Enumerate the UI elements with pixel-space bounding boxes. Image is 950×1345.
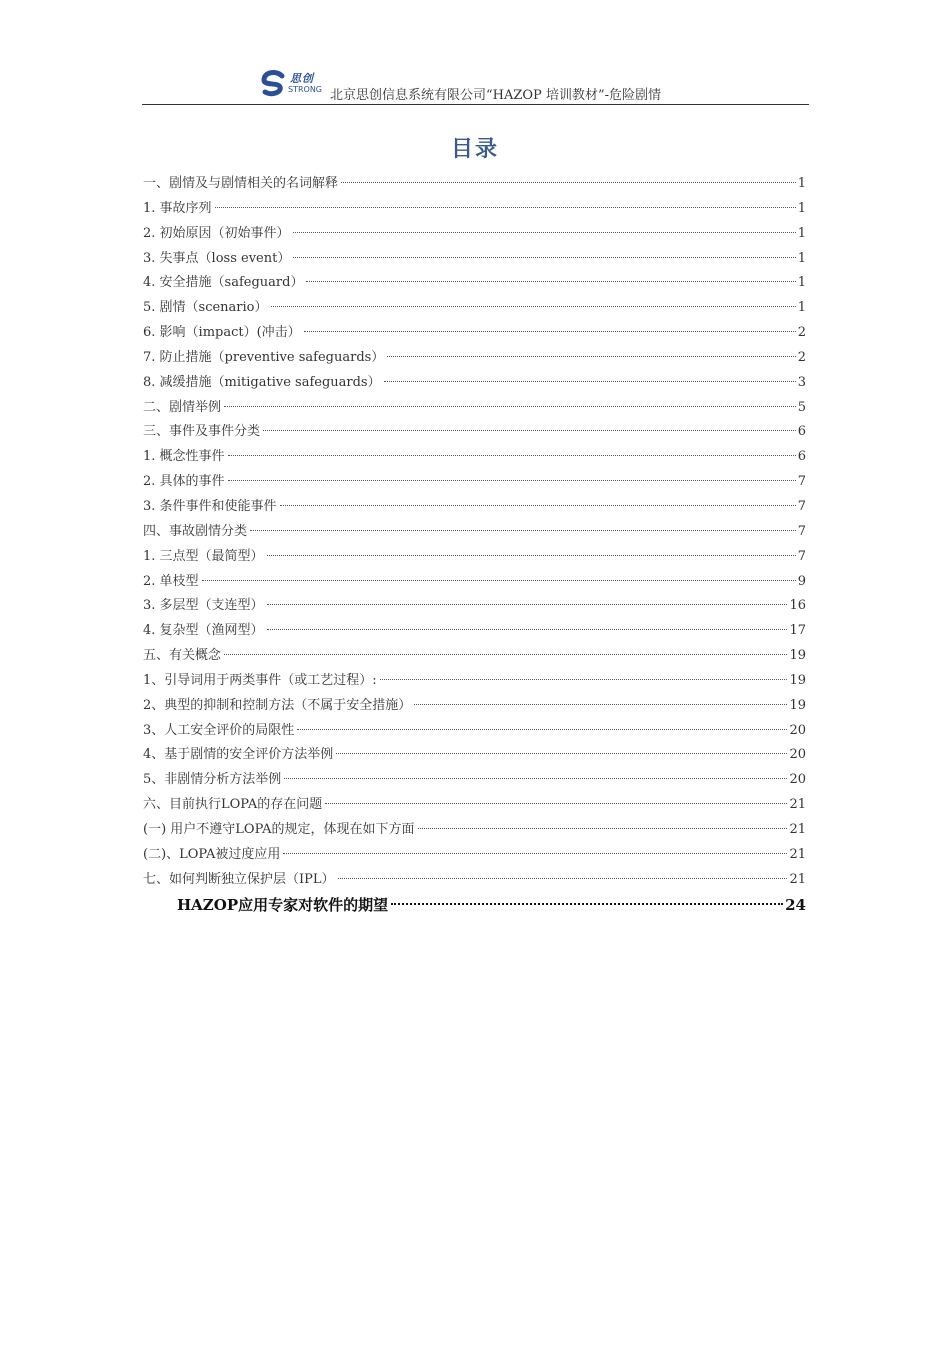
toc-dot-leader (224, 406, 796, 407)
toc-entry[interactable] (143, 868, 806, 893)
toc-entry-label: 3. 失事点（loss event） (143, 250, 291, 266)
toc-entry[interactable] (143, 495, 806, 520)
toc-entry-label: 6. 影响（impact）(冲击） (143, 325, 301, 341)
toc-entry-page: 7 (797, 498, 806, 514)
toc-dot-leader (418, 828, 788, 829)
toc-dot-leader (228, 480, 796, 481)
toc-entry-label: 四、事故剧情分类 (143, 523, 248, 539)
toc-entry-page: 7 (797, 523, 806, 539)
toc-entry[interactable] (143, 719, 806, 744)
toc-entry-page: 2 (797, 349, 806, 365)
toc-entry[interactable] (143, 396, 806, 421)
toc-dot-leader (283, 853, 787, 854)
toc-entry-label: 7. 防止措施（preventive safeguards） (143, 349, 385, 365)
toc-entry-page: 19 (789, 648, 806, 664)
toc-entry-label: 3. 多层型（支连型） (143, 598, 264, 614)
toc-dot-leader (271, 306, 796, 307)
toc-entry-page: 17 (789, 623, 806, 639)
toc-entry[interactable] (143, 793, 806, 818)
toc-entry-label: 一、剧情及与剧情相关的名词解释 (143, 176, 339, 191)
toc-entry[interactable] (143, 222, 806, 247)
toc-dot-leader (414, 704, 787, 705)
toc-entry-label: 五、有关概念 (143, 648, 222, 664)
toc-dot-leader (280, 505, 796, 506)
toc-entry-label: 二、剧情举例 (143, 399, 222, 415)
toc-entry[interactable] (143, 296, 806, 321)
toc-entry-label: 2. 单枝型 (143, 573, 199, 589)
toc-entry-label: 七、如何判断独立保护层（IPL） (143, 871, 335, 887)
toc-entry-page: 1 (797, 200, 806, 216)
toc-entry-label: 2. 初始原因（初始事件） (143, 225, 290, 241)
toc-entry-label: 5. 剧情（scenario） (143, 300, 268, 316)
toc-entry-label: 3. 条件事件和使能事件 (143, 498, 277, 514)
header-title: 北京思创信息系统有限公司“HAZOP 培训教材”-危险剧情 (330, 88, 661, 103)
toc-entry-label: 1、引导词用于两类事件（或工艺过程）: (143, 672, 377, 688)
toc-entry-page: 3 (797, 374, 806, 390)
toc-entry-page: 7 (797, 474, 806, 490)
toc-entry-page: 1 (797, 250, 806, 266)
toc-entry-label: 4、基于剧情的安全评价方法举例 (143, 747, 334, 763)
toc-entry[interactable] (143, 594, 806, 619)
toc-dot-leader (267, 555, 796, 556)
toc-entry[interactable] (143, 321, 806, 346)
toc-entry-page: 24 (785, 896, 806, 915)
toc-entry[interactable] (143, 570, 806, 595)
toc-entry-page: 1 (797, 225, 806, 241)
toc-entry[interactable] (143, 470, 806, 495)
toc-entry[interactable] (143, 545, 806, 570)
toc-entry-page: 6 (797, 449, 806, 465)
toc-dot-leader (391, 903, 783, 905)
toc-dot-leader (304, 331, 796, 332)
toc-entry[interactable] (143, 520, 806, 545)
toc-dot-leader (202, 580, 796, 581)
company-logo (260, 70, 330, 100)
toc-entry[interactable] (143, 644, 806, 669)
toc-entry-label: 2. 具体的事件 (143, 474, 225, 490)
toc-entry-page: 1 (797, 300, 806, 316)
table-of-contents (143, 172, 806, 919)
toc-entry[interactable] (143, 669, 806, 694)
toc-entry-page: 19 (789, 697, 806, 713)
logo-english-text: STRONG (288, 85, 323, 94)
toc-entry-page: 7 (797, 548, 806, 564)
strong-logo-icon (260, 70, 288, 98)
toc-entry[interactable] (143, 892, 806, 919)
toc-entry[interactable] (143, 197, 806, 222)
toc-entry[interactable] (143, 271, 806, 296)
toc-entry-label: 3、人工安全评价的局限性 (143, 722, 295, 738)
toc-entry-label: 1. 三点型（最简型） (143, 548, 264, 564)
toc-dot-leader (224, 654, 787, 655)
toc-dot-leader (263, 430, 796, 431)
toc-entry[interactable] (143, 346, 806, 371)
toc-entry-label: (二)、LOPA被过度应用 (143, 846, 281, 862)
toc-entry-label: 5、非剧情分析方法举例 (143, 772, 282, 788)
toc-entry-page: 5 (797, 399, 806, 415)
toc-entry-label: (一) 用户不遵守LOPA的规定，体现在如下方面 (143, 821, 415, 837)
toc-entry-label: 4. 复杂型（渔网型） (143, 623, 264, 639)
toc-dot-leader (267, 604, 788, 605)
toc-dot-leader (215, 207, 796, 208)
toc-entry-label: 三、事件及事件分类 (143, 424, 261, 440)
toc-dot-leader (250, 530, 796, 531)
toc-entry-page: 16 (789, 598, 806, 614)
toc-dot-leader (387, 356, 795, 357)
toc-entry-label: 六、目前执行LOPA的存在问题 (143, 797, 323, 813)
toc-dot-leader (338, 878, 788, 879)
toc-dot-leader (293, 257, 795, 258)
toc-entry-page: 19 (789, 672, 806, 688)
toc-entry-label: 1. 事故序列 (143, 200, 212, 216)
toc-entry-page: 2 (797, 325, 806, 341)
toc-entry[interactable] (143, 768, 806, 793)
toc-entry-label: 2、典型的抑制和控制方法（不属于安全措施） (143, 697, 412, 713)
toc-entry-page: 21 (789, 846, 806, 862)
toc-entry-label: 1. 概念性事件 (143, 449, 225, 465)
toc-dot-leader (228, 455, 796, 456)
toc-entry-label: 8. 减缓措施（mitigative safeguards） (143, 374, 381, 390)
toc-entry-page: 21 (789, 797, 806, 813)
toc-entry[interactable] (143, 247, 806, 272)
toc-title: 目录 (450, 137, 499, 162)
toc-dot-leader (336, 753, 787, 754)
toc-dot-leader (293, 232, 796, 233)
toc-dot-leader (284, 778, 787, 779)
toc-entry[interactable] (143, 843, 806, 868)
toc-entry-page: 9 (797, 573, 806, 589)
toc-dot-leader (384, 381, 796, 382)
toc-dot-leader (341, 182, 796, 183)
toc-dot-leader (380, 679, 788, 680)
toc-entry-page: 1 (797, 176, 806, 191)
toc-entry[interactable] (143, 371, 806, 396)
toc-entry[interactable] (143, 420, 806, 445)
toc-dot-leader (267, 629, 788, 630)
toc-entry-label: 4. 安全措施（safeguard） (143, 275, 304, 291)
toc-entry-page: 20 (789, 747, 806, 763)
toc-entry-page: 6 (797, 424, 806, 440)
toc-entry-page: 21 (789, 821, 806, 837)
toc-entry-label: HAZOP应用专家对软件的期望 (177, 896, 389, 915)
toc-entry-page: 20 (789, 722, 806, 738)
page-header (142, 68, 809, 105)
toc-entry[interactable] (143, 743, 806, 768)
toc-entry[interactable] (143, 619, 806, 644)
toc-entry[interactable] (143, 694, 806, 719)
toc-dot-leader (325, 803, 787, 804)
toc-dot-leader (297, 729, 787, 730)
logo-chinese-text: 思创 (290, 72, 314, 85)
toc-entry-page: 20 (789, 772, 806, 788)
toc-entry-page: 1 (797, 275, 806, 291)
toc-entry[interactable] (143, 172, 806, 197)
toc-entry[interactable] (143, 445, 806, 470)
toc-entry-page: 21 (789, 871, 806, 887)
toc-dot-leader (306, 281, 795, 282)
toc-entry[interactable] (143, 818, 806, 843)
